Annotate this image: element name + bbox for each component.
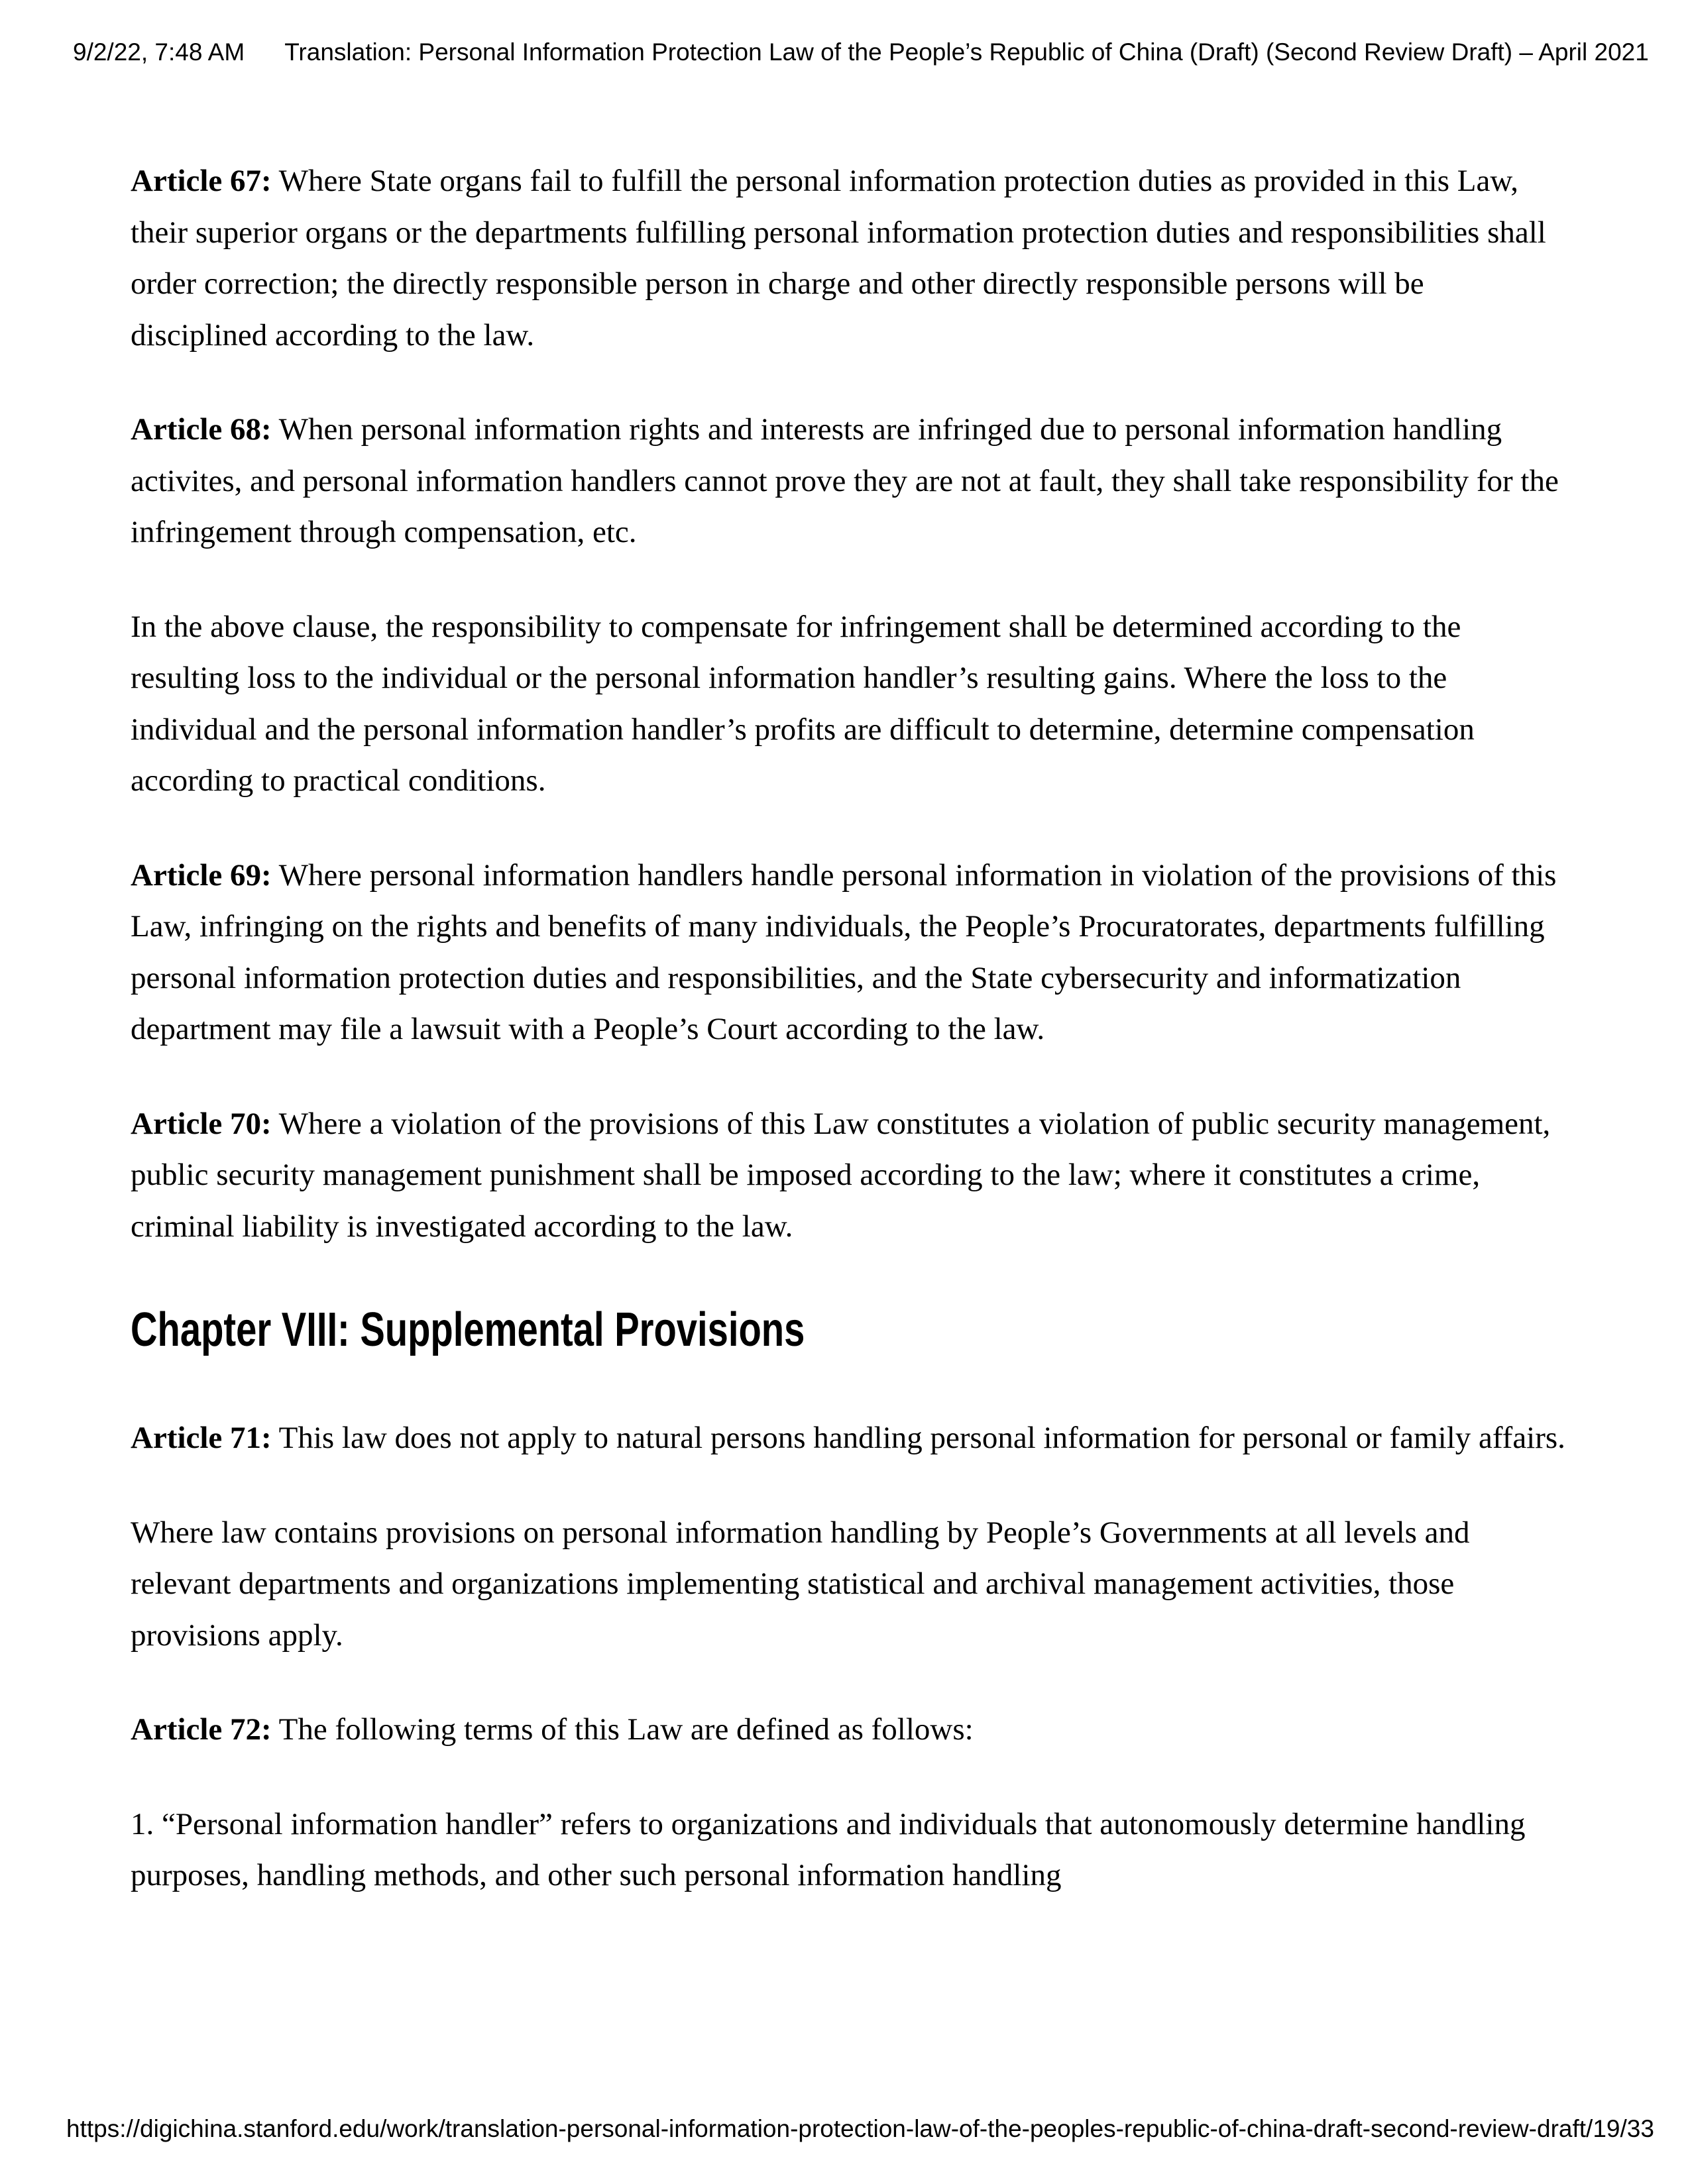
print-footer-page-number: 19/33: [1593, 2115, 1654, 2142]
article-text: The following terms of this Law are defined as follows:: [278, 1712, 974, 1747]
article-text: Where a violation of the provisions of this Law constitutes a violation of public security management, public security management punishment shall be imposed according to the law; where it constitutes a crime, criminal liability is investigated according to the law.: [131, 1106, 1551, 1244]
article-text: This law does not apply to natural persons handling personal information for personal or family affairs.: [278, 1421, 1565, 1455]
article-label: Article 70:: [131, 1106, 272, 1141]
article-paragraph: [131, 1099, 1565, 1253]
article-text: When personal information rights and interests are infringed due to personal information handling activites, and personal information handlers cannot prove they are not at fault, they shall take responsibility for the infringement through compensation, etc.: [131, 412, 1559, 549]
print-header: [73, 38, 1649, 67]
print-footer-url: https://digichina.stanford.edu/work/translation-personal-information-protection-law-of-the-peoples-republic-of-china-draft-second-review-draft/: [66, 2115, 1593, 2142]
print-header-title: Translation: Personal Information Protection Law of the People’s Republic of China (Draft) (Second Review Draft) – April 2021: [284, 38, 1649, 66]
print-header-datetime: 9/2/22, 7:48 AM: [73, 38, 245, 66]
print-footer: [66, 2115, 1654, 2144]
article-label: Article 68:: [131, 412, 272, 447]
article-paragraph: [131, 1704, 1565, 1756]
article-paragraph: [131, 1413, 1565, 1464]
article-label: Article 72:: [131, 1712, 272, 1747]
body-paragraph: [131, 1799, 1565, 1902]
paragraph-text: In the above clause, the responsibility to compensate for infringement shall be determined according to the resulting loss to the individual or the personal information handler’s resulting gains. Where the loss to the individual and the personal information handler’s profits are difficult to determine, determine compensation according to practical conditions.: [131, 609, 1475, 798]
article-paragraph: [131, 404, 1565, 559]
article-paragraph: [131, 156, 1565, 361]
paragraph-text: 1. “Personal information handler” refers to organizations and individuals that autonomously determine handling purposes, handling methods, and other such personal information handling: [131, 1806, 1526, 1892]
article-label: Article 67:: [131, 164, 272, 198]
article-paragraph: [131, 850, 1565, 1056]
paragraph-text: Where law contains provisions on personal information handling by People’s Governments at all levels and relevant departments and organizations implementing statistical and archival management activities, those provisions apply.: [131, 1515, 1470, 1653]
chapter-heading: Chapter VIII: Supplemental Provisions: [131, 1303, 805, 1356]
body-paragraph: [131, 602, 1565, 807]
body-paragraph: [131, 1507, 1565, 1662]
article-text: Where State organs fail to fulfill the personal information protection duties as provided in this Law, their superior organs or the departments fulfilling personal information protection duties and responsibilities shall order correction; the directly responsible person in charge and other directly responsible persons will be disciplined according to the law.: [131, 164, 1546, 353]
article-text: Where personal information handlers handle personal information in violation of the provisions of this Law, infringing on the rights and benefits of many individuals, the People’s Procuratorates, departments fulfilling personal information protection duties and responsibilities, and the State cybersecurity and informatization department may file a lawsuit with a People’s Court according to the law.: [131, 857, 1557, 1046]
article-label: Article 71:: [131, 1421, 272, 1455]
article-label: Article 69:: [131, 857, 272, 893]
